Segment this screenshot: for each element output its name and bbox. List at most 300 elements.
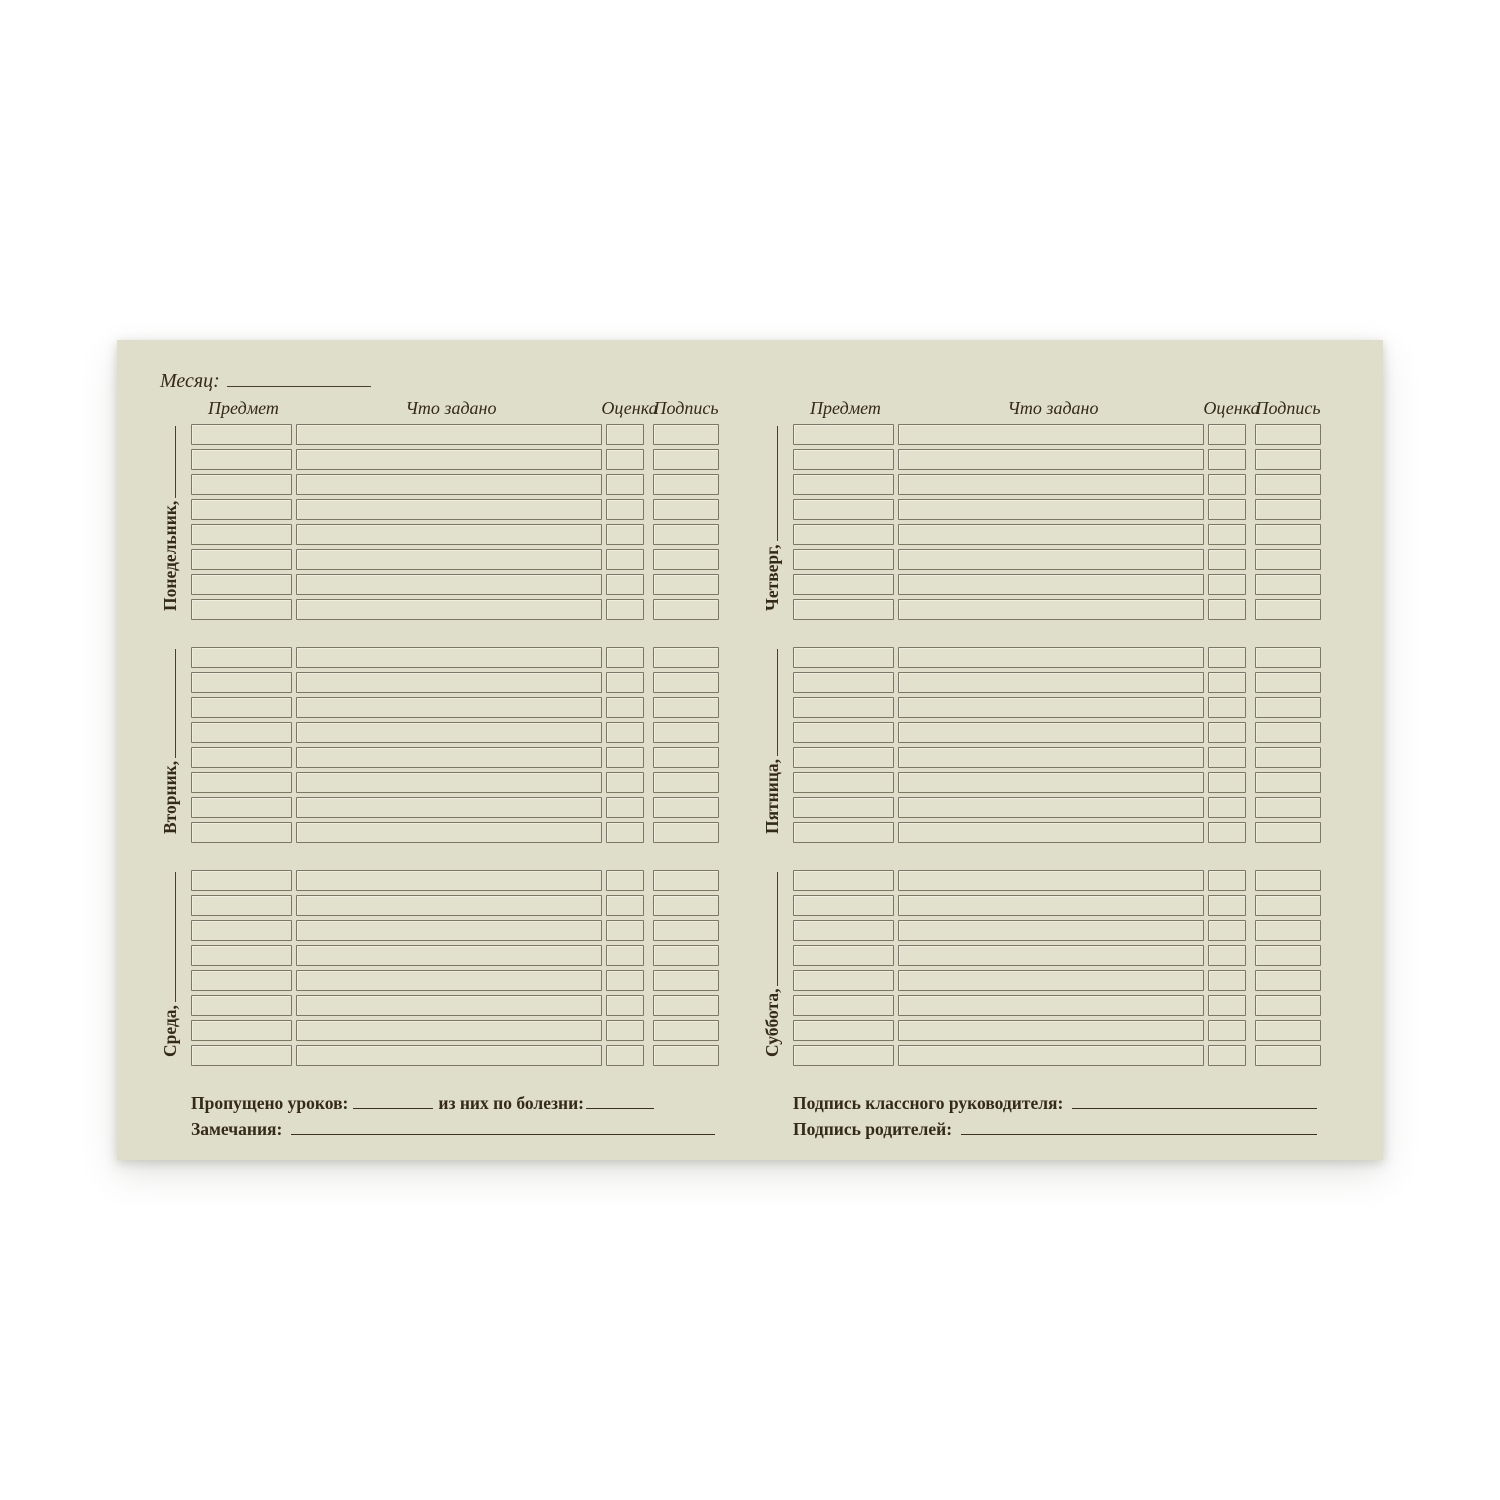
homework-cell[interactable] [898,697,1204,718]
lesson-row [793,449,1321,470]
grade-cell[interactable] [1208,945,1246,966]
homework-cell[interactable] [296,647,602,668]
signature-cell[interactable] [653,995,719,1016]
homework-cell[interactable] [296,474,602,495]
teacher-signature-line [793,1093,1321,1119]
grade-cell[interactable] [1208,1045,1246,1066]
grade-cell[interactable] [1208,772,1246,793]
subject-cell[interactable] [793,647,894,668]
homework-cell[interactable] [296,970,602,991]
signature-cell[interactable] [1255,647,1321,668]
day-label: Пятница, [762,758,782,834]
lesson-row [793,797,1321,818]
day-date-input-line[interactable] [171,426,176,498]
lessons-grid [191,870,719,1066]
subject-cell[interactable] [793,772,894,793]
month-row-spacer [762,370,1383,396]
homework-cell[interactable] [898,424,1204,445]
day-date-input-line[interactable] [171,649,176,758]
signature-cell[interactable] [653,970,719,991]
grade-cell[interactable] [606,797,644,818]
teacher-signature-label: Подпись классного руководителя: [793,1093,1064,1113]
illness-input-line[interactable] [586,1105,654,1109]
lesson-row [191,1020,719,1041]
lesson-row [793,647,1321,668]
diary-right-page [750,340,1383,1160]
day-label-rotated [160,647,191,843]
grade-cell[interactable] [1208,599,1246,620]
signature-cell[interactable] [1255,920,1321,941]
lesson-row [191,449,719,470]
day-date-input-line[interactable] [773,426,778,541]
signature-cell[interactable] [653,524,719,545]
lesson-row [191,895,719,916]
remarks-line [191,1119,719,1145]
lessons-grid [793,424,1321,620]
lesson-row [793,970,1321,991]
signature-cell[interactable] [1255,1020,1321,1041]
grade-cell[interactable] [606,1020,644,1041]
lesson-row [191,822,719,843]
right-day-blocks [750,424,1383,1066]
signature-cell[interactable] [653,747,719,768]
subject-cell[interactable] [793,1045,894,1066]
grade-cell[interactable] [1208,870,1246,891]
homework-cell[interactable] [296,995,602,1016]
signature-cell[interactable] [1255,1045,1321,1066]
grade-cell[interactable] [606,970,644,991]
signature-cell[interactable] [653,870,719,891]
lesson-row [191,672,719,693]
day-label-column [762,870,793,1066]
grade-cell[interactable] [1208,822,1246,843]
homework-cell[interactable] [898,524,1204,545]
grade-cell[interactable] [606,499,644,520]
day-label: Вторник, [160,760,180,834]
signature-cell[interactable] [1255,574,1321,595]
homework-cell[interactable] [296,870,602,891]
month-label: Месяц: [160,370,220,392]
grade-cell[interactable] [1208,920,1246,941]
signature-cell[interactable] [1255,549,1321,570]
lesson-row [793,1045,1321,1066]
subject-cell[interactable] [191,499,292,520]
homework-cell[interactable] [296,672,602,693]
lesson-row [191,424,719,445]
day-date-input-line[interactable] [171,872,176,1002]
lesson-row [793,424,1321,445]
column-header-signature: Подпись [653,398,719,418]
homework-cell[interactable] [296,747,602,768]
grade-cell[interactable] [606,647,644,668]
column-header-subject: Предмет [208,398,279,418]
homework-cell[interactable] [296,549,602,570]
day-label-rotated [762,647,793,843]
grade-cell[interactable] [606,599,644,620]
grade-cell[interactable] [1208,549,1246,570]
homework-cell[interactable] [898,772,1204,793]
signature-cell[interactable] [1255,747,1321,768]
homework-cell[interactable] [296,822,602,843]
signature-cell[interactable] [1255,449,1321,470]
signature-cell[interactable] [1255,424,1321,445]
lessons-grid [793,647,1321,843]
day-block [160,647,750,843]
grade-cell[interactable] [606,474,644,495]
grade-cell[interactable] [1208,672,1246,693]
grade-cell[interactable] [1208,499,1246,520]
parents-signature-line [793,1119,1321,1145]
lesson-row [793,870,1321,891]
lesson-row [793,1020,1321,1041]
homework-cell[interactable] [898,1045,1204,1066]
signature-cell[interactable] [1255,797,1321,818]
subject-cell[interactable] [191,1045,292,1066]
day-block [762,870,1383,1066]
column-header-subject: Предмет [810,398,881,418]
day-label-rotated [160,424,191,620]
subject-cell[interactable] [793,574,894,595]
lesson-row [191,697,719,718]
grade-cell[interactable] [606,1045,644,1066]
lesson-row [191,549,719,570]
grade-cell[interactable] [1208,524,1246,545]
left-page-footer [191,1093,719,1145]
left-day-blocks [117,424,750,1066]
signature-cell[interactable] [1255,970,1321,991]
subject-cell[interactable] [793,599,894,620]
column-header-grade: Оценка [1203,398,1260,418]
subject-cell[interactable] [793,524,894,545]
grade-cell[interactable] [1208,722,1246,743]
grade-cell[interactable] [606,424,644,445]
grade-cell[interactable] [1208,797,1246,818]
signature-cell[interactable] [1255,599,1321,620]
lesson-row [191,945,719,966]
subject-cell[interactable] [793,549,894,570]
signature-cell[interactable] [1255,697,1321,718]
subject-cell[interactable] [191,1020,292,1041]
month-input-line[interactable] [227,382,371,387]
subject-cell[interactable] [191,697,292,718]
column-header-homework: Что задано [405,398,497,418]
grade-cell[interactable] [606,895,644,916]
grade-cell[interactable] [606,772,644,793]
subject-cell[interactable] [191,822,292,843]
subject-cell[interactable] [793,697,894,718]
day-label-column [160,870,191,1066]
homework-cell[interactable] [898,870,1204,891]
subject-cell[interactable] [793,920,894,941]
remarks-input-line[interactable] [291,1131,715,1135]
grade-cell[interactable] [606,549,644,570]
subject-cell[interactable] [793,449,894,470]
homework-cell[interactable] [296,722,602,743]
subject-cell[interactable] [793,747,894,768]
lesson-row [793,599,1321,620]
grade-cell[interactable] [606,722,644,743]
subject-cell[interactable] [793,424,894,445]
subject-cell[interactable] [191,772,292,793]
subject-cell[interactable] [793,895,894,916]
homework-cell[interactable] [898,647,1204,668]
homework-cell[interactable] [898,797,1204,818]
signature-cell[interactable] [1255,499,1321,520]
lesson-row [793,895,1321,916]
signature-cell[interactable] [653,797,719,818]
signature-cell[interactable] [1255,672,1321,693]
homework-cell[interactable] [898,722,1204,743]
day-label-column [160,424,191,620]
signature-cell[interactable] [653,574,719,595]
diary-left-page [117,340,750,1160]
subject-cell[interactable] [191,895,292,916]
subject-cell[interactable] [793,672,894,693]
signature-cell[interactable] [1255,895,1321,916]
signature-cell[interactable] [653,599,719,620]
grade-cell[interactable] [606,920,644,941]
lessons-grid [191,424,719,620]
homework-cell[interactable] [898,822,1204,843]
homework-cell[interactable] [898,995,1204,1016]
subject-cell[interactable] [191,574,292,595]
signature-cell[interactable] [653,549,719,570]
homework-cell[interactable] [296,524,602,545]
subject-cell[interactable] [191,945,292,966]
signature-cell[interactable] [653,449,719,470]
homework-cell[interactable] [898,599,1204,620]
grade-cell[interactable] [606,870,644,891]
grade-cell[interactable] [1208,474,1246,495]
subject-cell[interactable] [793,945,894,966]
homework-cell[interactable] [296,920,602,941]
grade-cell[interactable] [606,449,644,470]
day-label: Понедельник, [160,500,180,611]
subject-cell[interactable] [793,822,894,843]
homework-cell[interactable] [898,574,1204,595]
subject-cell[interactable] [191,920,292,941]
grade-cell[interactable] [606,574,644,595]
day-date-input-line[interactable] [773,872,778,986]
subject-cell[interactable] [191,449,292,470]
signature-cell[interactable] [653,647,719,668]
column-header-homework: Что задано [1007,398,1099,418]
lesson-row [191,870,719,891]
lesson-row [793,920,1321,941]
parents-signature-input-line[interactable] [961,1131,1317,1135]
subject-cell[interactable] [793,797,894,818]
signature-cell[interactable] [653,722,719,743]
day-block [762,647,1383,843]
homework-cell[interactable] [296,945,602,966]
grade-cell[interactable] [1208,697,1246,718]
subject-cell[interactable] [191,647,292,668]
column-header-signature: Подпись [1255,398,1321,418]
grade-cell[interactable] [606,822,644,843]
missed-lessons-line [191,1093,719,1119]
grade-cell[interactable] [606,672,644,693]
subject-cell[interactable] [191,970,292,991]
subject-cell[interactable] [191,722,292,743]
day-date-input-line[interactable] [773,649,778,756]
grade-cell[interactable] [1208,449,1246,470]
signature-cell[interactable] [653,697,719,718]
grade-cell[interactable] [606,747,644,768]
homework-cell[interactable] [898,474,1204,495]
signature-cell[interactable] [653,424,719,445]
signature-cell[interactable] [1255,945,1321,966]
homework-cell[interactable] [296,895,602,916]
lesson-row [191,599,719,620]
day-block [762,424,1383,620]
grade-cell[interactable] [1208,995,1246,1016]
lesson-row [793,499,1321,520]
signature-cell[interactable] [1255,524,1321,545]
subject-cell[interactable] [191,599,292,620]
parents-signature-label: Подпись родителей: [793,1119,953,1139]
subject-cell[interactable] [793,995,894,1016]
grade-cell[interactable] [1208,424,1246,445]
signature-cell[interactable] [653,499,719,520]
lesson-row [191,574,719,595]
lesson-row [793,995,1321,1016]
homework-cell[interactable] [898,920,1204,941]
signature-cell[interactable] [653,920,719,941]
day-block [160,870,750,1066]
homework-cell[interactable] [898,970,1204,991]
right-page-footer [793,1093,1321,1145]
lesson-row [191,772,719,793]
signature-cell[interactable] [1255,995,1321,1016]
homework-cell[interactable] [296,599,602,620]
homework-cell[interactable] [898,895,1204,916]
subject-cell[interactable] [191,747,292,768]
grade-cell[interactable] [606,524,644,545]
grade-cell[interactable] [1208,1020,1246,1041]
column-headers [191,396,719,424]
subject-cell[interactable] [191,549,292,570]
signature-cell[interactable] [1255,870,1321,891]
lesson-row [191,970,719,991]
subject-cell[interactable] [793,970,894,991]
subject-cell[interactable] [793,499,894,520]
grade-cell[interactable] [1208,574,1246,595]
day-label-rotated [762,870,793,1066]
column-headers [793,396,1321,424]
homework-cell[interactable] [296,574,602,595]
diary-spread-page [117,340,1383,1160]
grade-cell[interactable] [1208,747,1246,768]
lesson-row [793,524,1321,545]
homework-cell[interactable] [898,499,1204,520]
lesson-row [191,920,719,941]
homework-cell[interactable] [296,424,602,445]
lesson-row [191,797,719,818]
grade-cell[interactable] [606,995,644,1016]
subject-cell[interactable] [191,797,292,818]
homework-cell[interactable] [898,747,1204,768]
grade-cell[interactable] [1208,970,1246,991]
grade-cell[interactable] [1208,647,1246,668]
missed-lessons-input-line[interactable] [353,1105,433,1109]
day-label: Суббота, [762,988,782,1057]
subject-cell[interactable] [191,672,292,693]
signature-cell[interactable] [653,672,719,693]
day-label-rotated [762,424,793,620]
signature-cell[interactable] [653,1045,719,1066]
signature-cell[interactable] [653,1020,719,1041]
homework-cell[interactable] [296,449,602,470]
signature-cell[interactable] [1255,722,1321,743]
subject-cell[interactable] [793,1020,894,1041]
homework-cell[interactable] [296,1045,602,1066]
month-row [160,370,750,396]
illness-label: из них по болезни: [438,1093,584,1113]
homework-cell[interactable] [898,672,1204,693]
day-block [160,424,750,620]
homework-cell[interactable] [898,1020,1204,1041]
homework-cell[interactable] [296,697,602,718]
signature-cell[interactable] [653,822,719,843]
subject-cell[interactable] [793,722,894,743]
signature-cell[interactable] [653,895,719,916]
lessons-grid [191,647,719,843]
homework-cell[interactable] [296,1020,602,1041]
homework-cell[interactable] [898,549,1204,570]
lesson-row [191,474,719,495]
day-label: Среда, [160,1005,180,1057]
subject-cell[interactable] [191,474,292,495]
signature-cell[interactable] [1255,822,1321,843]
subject-cell[interactable] [191,524,292,545]
homework-cell[interactable] [296,797,602,818]
lesson-row [793,672,1321,693]
missed-lessons-label: Пропущено уроков: [191,1093,349,1113]
lesson-row [191,524,719,545]
homework-cell[interactable] [898,449,1204,470]
teacher-signature-input-line[interactable] [1072,1105,1317,1109]
lesson-row [191,499,719,520]
grade-cell[interactable] [606,945,644,966]
day-label-column [160,647,191,843]
lesson-row [793,474,1321,495]
lesson-row [793,722,1321,743]
lesson-row [191,647,719,668]
lesson-row [793,549,1321,570]
remarks-label: Замечания: [191,1119,283,1139]
signature-cell[interactable] [653,474,719,495]
signature-cell[interactable] [1255,772,1321,793]
homework-cell[interactable] [898,945,1204,966]
lesson-row [191,995,719,1016]
subject-cell[interactable] [191,870,292,891]
signature-cell[interactable] [1255,474,1321,495]
grade-cell[interactable] [606,697,644,718]
lesson-row [191,722,719,743]
subject-cell[interactable] [191,995,292,1016]
column-header-grade: Оценка [601,398,658,418]
homework-cell[interactable] [296,499,602,520]
grade-cell[interactable] [1208,895,1246,916]
subject-cell[interactable] [191,424,292,445]
lesson-row [793,772,1321,793]
signature-cell[interactable] [653,945,719,966]
subject-cell[interactable] [793,474,894,495]
lesson-row [793,574,1321,595]
subject-cell[interactable] [793,870,894,891]
homework-cell[interactable] [296,772,602,793]
signature-cell[interactable] [653,772,719,793]
